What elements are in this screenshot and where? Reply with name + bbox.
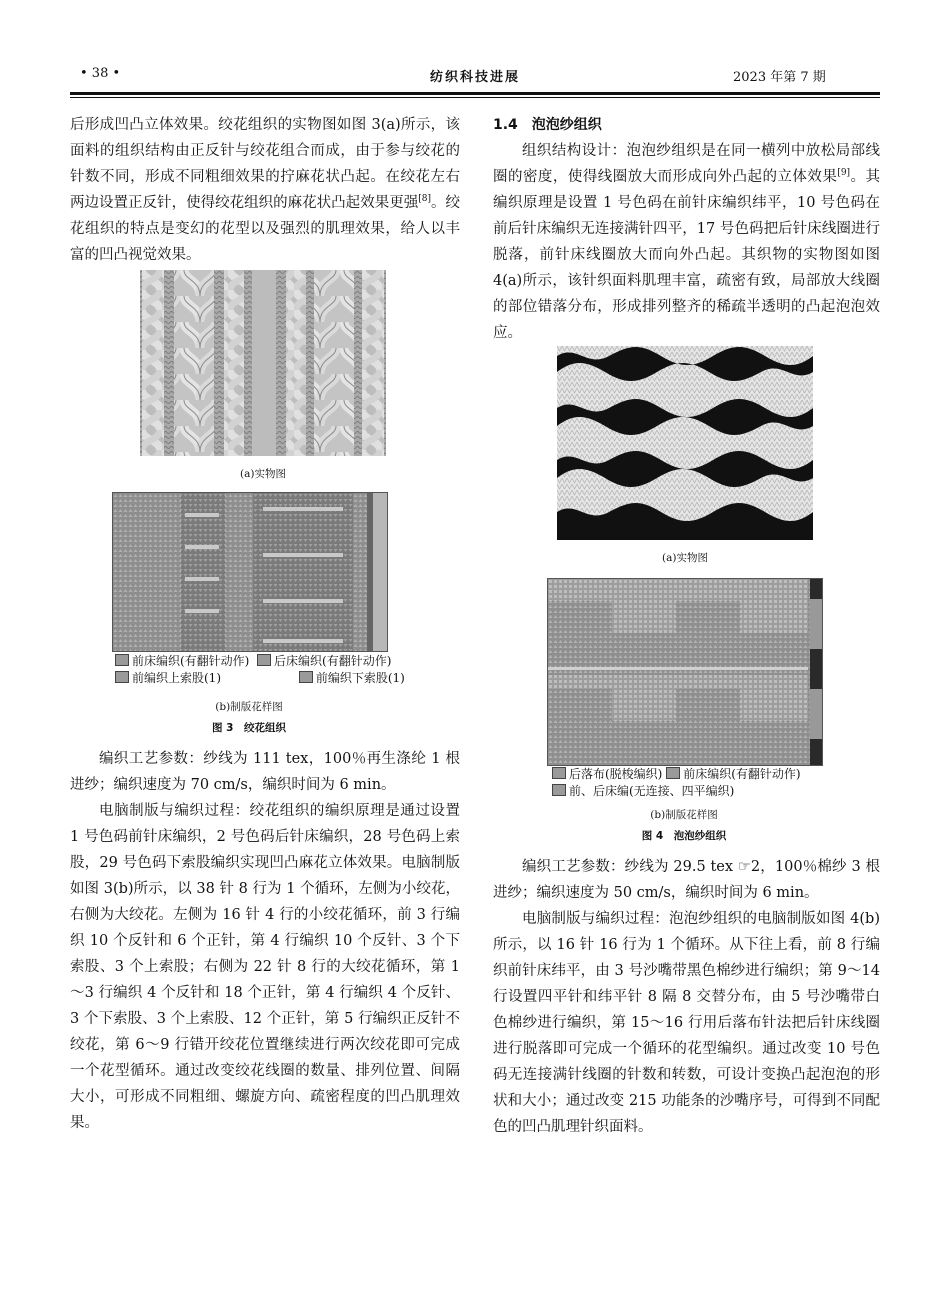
legend-item-front-bed: 前床编织(有翻针动作) <box>132 654 250 668</box>
fig3-legend <box>115 653 435 687</box>
cable-pattern-grid <box>112 492 388 652</box>
legend-item-drop: 后落布(脱梭编织) <box>569 767 663 781</box>
legend-front-bed-icon <box>666 767 680 779</box>
header-rule-thin <box>70 97 880 98</box>
legend-item-cable-up: 前编织上索股(1) <box>132 671 221 685</box>
legend-interlock-icon <box>552 784 566 796</box>
legend-back-bed-icon <box>257 654 271 666</box>
fig3a-caption: (a)实物图 <box>240 468 286 480</box>
journal-title: 纺织科技进展 <box>429 70 520 85</box>
issue-label: 2023 年第 7 期 <box>733 70 826 85</box>
fig3-title: 图 3 绞花组织 <box>212 722 286 734</box>
legend-cable-down-icon <box>299 671 313 683</box>
fig4a-caption: (a)实物图 <box>662 552 708 564</box>
legend-front-bed-icon <box>115 654 129 666</box>
legend-drop-icon <box>552 767 566 779</box>
seersucker-photo <box>557 346 813 540</box>
seersucker-pattern-grid <box>547 578 823 766</box>
legend-cable-up-icon <box>115 671 129 683</box>
fig4b-caption: (b)制版花样图 <box>650 809 718 821</box>
fig3b-caption: (b)制版花样图 <box>215 701 283 713</box>
header-rule-thick <box>70 92 880 95</box>
right-para-1: 1.4 泡泡纱组织 组织结构设计：泡泡纱组织是在同一横列中放松局部线圈的密度，使得线圈放大而形成向外凸起的立体效果[9]。其编织原理是设置 1 号色码在前针床编织纬平，10 号色码在前后针床编织无连接满针四平，17 号色码把后针床线圈进行脱落，前针床线圈放大而向外凸起。其织物的实物图如图 4(a)所示，该针织面料肌理丰富，疏密有致，局部放大线圈的部位错落分布，形成排列整齐的稀疏半透明的凸起泡泡效应。 <box>493 112 880 346</box>
legend-item-interlock: 前、后床编(无连接、四平编织) <box>569 784 735 798</box>
page-number: • 38 • <box>80 66 121 81</box>
left-para-2: 编织工艺参数：纱线为 111 tex，100％再生涤纶 1 根进纱；编织速度为 70 cm/s，编织时间为 6 min。 电脑制版与编织过程：绞花组织的编织原理是通过设置 1 号色码前针床编织，2 号色码后针床编织，28 号色码上索股，29 号色码下索股编织实现凹凸麻花立体效果。电脑制版如图 3(b)所示，以 38 针 8 行为 1 个循环，左侧为小绞花，右侧为大绞花。左侧为 16 针 4 行的小绞花循环，前 3 行编织 10 个反针和 6 个正针，第 4 行编织 10 个反针、3 个下索股、3 个上索股；右侧为 22 针 8 行的大绞花循环，第 1～3 行编织 4 个反针和 18 个正针，第 4 行编织 4 个反针、3 个下索股、3 个上索股、12 个正针，第 5 行编织正反针不绞花，第 6～9 行错开绞花位置继续进行两次绞花即可完成一个花型循环。通过改变绞花线圈的数量、排列位置、间隔大小，可形成不同粗细、螺旋方向、疏密程度的凹凸肌理效果。 <box>70 751 460 1131</box>
legend-item-back-bed: 后床编织(有翻针动作) <box>274 654 392 668</box>
left-para-1: 后形成凹凸立体效果。绞花组织的实物图如图 3(a)所示，该面料的组织结构由正反针与绞花组合而成，由于参与绞花的针数不同，形成不同粗细效果的拧麻花状凸起。在绞花左右两边设置正反针，使得绞花组织的麻花状凸起效果更强[8]。绞花组织的特点是变幻的花型以及强烈的肌理效果，给人以丰富的凹凸视觉效果。 <box>70 117 461 263</box>
section-heading: 1.4 泡泡纱组织 <box>493 117 602 133</box>
fig4-legend <box>552 766 852 800</box>
fig4-title: 图 4 泡泡纱组织 <box>641 830 727 842</box>
cable-knit-photo <box>140 270 386 456</box>
legend-item-front-bed: 前床编织(有翻针动作) <box>683 767 801 781</box>
right-para-2: 编织工艺参数：纱线为 29.5 tex ☞2，100％棉纱 3 根进纱；编织速度为 50 cm/s，编织时间为 6 min。 电脑制版与编织过程：泡泡纱组织的电脑制版如图 4(b)所示，以 16 针 16 行为 1 个循环。从下往上看，前 8 行编织前针床纬平，由 3 号沙嘴带黑色棉纱进行编织；第 9～14 行设置四平针和纬平针 8 隔 8 交替分布，由 5 号沙嘴带白色棉纱进行编织，第 15～16 行用后落布针法把后针床线圈进行脱落即可完成一个循环的花型编织。通过改变 10 号色码无连接满针线圈的针数和转数，可设计变换凸起泡泡的形状和大小；通过改变 215 功能条的沙嘴序号，可得到不同配色的凹凸肌理针织面料。 <box>493 859 880 1135</box>
legend-item-cable-down: 前编织下索股(1) <box>315 671 405 685</box>
